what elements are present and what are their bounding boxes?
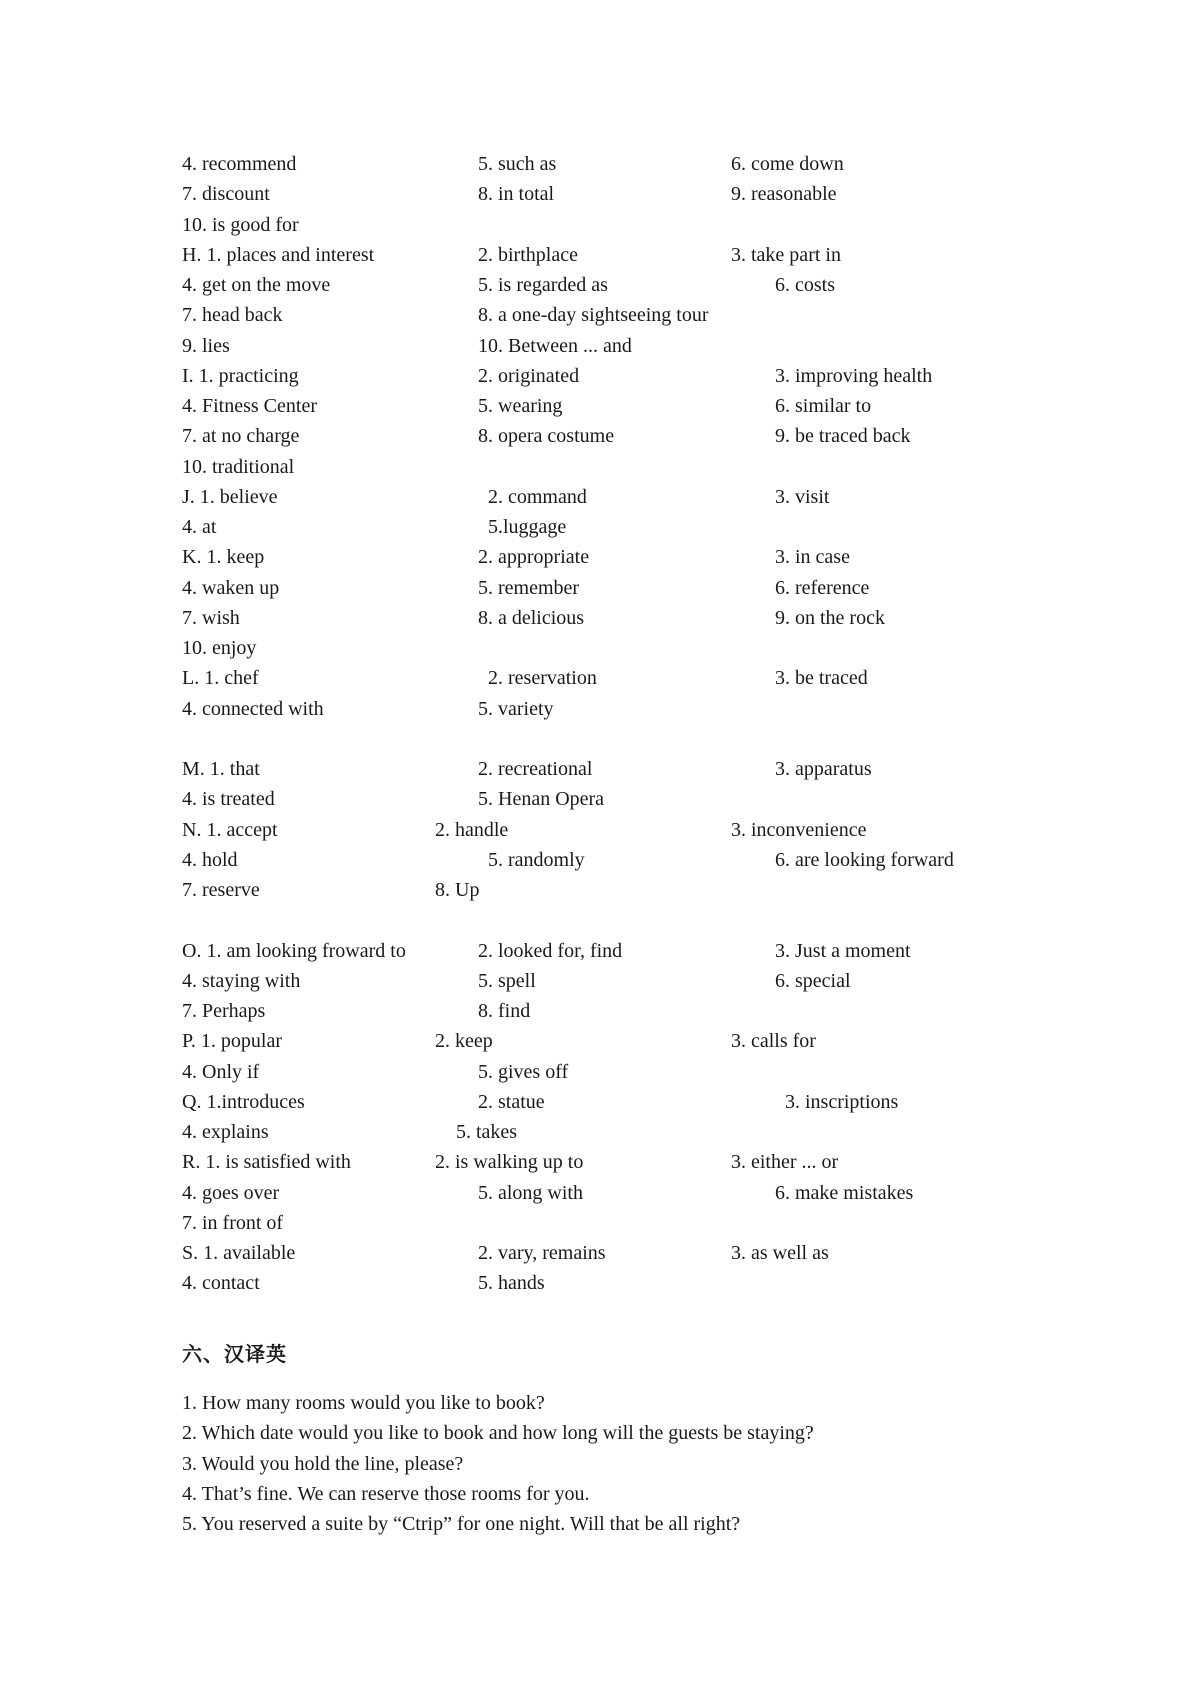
answer-item: 4. waken up [182,577,280,599]
answer-item: 10. traditional [182,456,295,478]
answer-item: 5. variety [478,698,554,720]
answer-item: 7. wish [182,607,240,629]
answer-item: 4. recommend [182,153,297,175]
answer-item: 7. reserve [182,879,260,901]
answer-item: 5. spell [478,970,536,992]
answer-item: 3. improving health [775,365,933,387]
answer-item: 6. come down [731,153,844,175]
answer-item: 3. as well as [731,1242,829,1264]
answer-item: 3. either ... or [731,1151,839,1173]
answer-item: 4. connected with [182,698,324,720]
answer-item: 7. Perhaps [182,1000,266,1022]
answer-item: H. 1. places and interest [182,244,375,266]
answer-item: 4. at [182,516,217,538]
answer-item: S. 1. available [182,1242,296,1264]
answer-item: 3. calls for [731,1030,816,1052]
answer-item: 2. recreational [478,758,593,780]
answer-item: 2. command [488,486,587,508]
answer-item: 4. is treated [182,788,275,810]
answer-item: 3. Just a moment [775,940,911,962]
answer-item: 4. hold [182,849,238,871]
answer-item: 3. inconvenience [731,819,867,841]
answer-item: 2. handle [435,819,509,841]
answer-item: 5. hands [478,1272,545,1294]
answer-item: 8. a one-day sightseeing tour [478,304,709,326]
answer-item: 7. head back [182,304,283,326]
answer-item: 2. reservation [488,667,597,689]
answer-item: 10. enjoy [182,637,257,659]
answer-item: 5. gives off [478,1061,569,1083]
answer-item: 5. randomly [488,849,585,871]
answer-item: 5. Henan Opera [478,788,605,810]
answer-item: 2. appropriate [478,546,590,568]
answer-item: 9. lies [182,335,230,357]
answer-item: 2. vary, remains [478,1242,606,1264]
answer-item: 4. goes over [182,1182,280,1204]
answer-item: 6. special [775,970,851,992]
answer-item: 6. similar to [775,395,872,417]
answer-item: 4. contact [182,1272,260,1294]
answer-item: K. 1. keep [182,546,265,568]
translation-line: 3. Would you hold the line, please? [182,1453,464,1475]
answer-item: Q. 1.introduces [182,1091,305,1113]
answer-item: 2. keep [435,1030,493,1052]
answer-item: 3. be traced [775,667,868,689]
answer-item: 8. Up [435,879,480,901]
answer-item: 2. is walking up to [435,1151,584,1173]
answer-item: 9. reasonable [731,183,837,205]
answer-item: 9. on the rock [775,607,885,629]
translation-line: 5. You reserved a suite by “Ctrip” for one night. Will that be all right? [182,1513,741,1535]
answer-item: R. 1. is satisfied with [182,1151,351,1173]
answer-item: 7. at no charge [182,425,300,447]
answer-item: 9. be traced back [775,425,911,447]
answer-item: 8. find [478,1000,531,1022]
answer-item: 6. are looking forward [775,849,954,871]
answer-item: 5. is regarded as [478,274,608,296]
answer-item: 6. costs [775,274,835,296]
answer-item: 3. take part in [731,244,841,266]
answer-item: 4. get on the move [182,274,331,296]
answer-item: 2. statue [478,1091,545,1113]
answer-item: 2. looked for, find [478,940,623,962]
answer-item: 8. in total [478,183,555,205]
answer-item: 5. takes [456,1121,518,1143]
answer-item: 3. apparatus [775,758,872,780]
answer-item: 2. birthplace [478,244,578,266]
answer-item: 10. Between ... and [478,335,632,357]
answer-item: 6. make mistakes [775,1182,914,1204]
answer-item: 4. Fitness Center [182,395,317,417]
answer-item: 2. originated [478,365,580,387]
answer-item: 3. inscriptions [785,1091,899,1113]
answer-item: 8. a delicious [478,607,585,629]
answer-item: 4. Only if [182,1061,260,1083]
answer-item: 5. such as [478,153,557,175]
answer-item: L. 1. chef [182,667,259,689]
answer-item: 3. in case [775,546,850,568]
answer-item: 4. staying with [182,970,301,992]
answer-item: 5. remember [478,577,580,599]
answer-item: 4. explains [182,1121,269,1143]
answer-item: 6. reference [775,577,870,599]
answer-item: 7. discount [182,183,270,205]
answer-item: 8. opera costume [478,425,615,447]
answer-item: 5. along with [478,1182,583,1204]
answer-item: I. 1. practicing [182,365,299,387]
answer-item: 7. in front of [182,1212,284,1234]
answer-item: M. 1. that [182,758,260,780]
answer-item: J. 1. believe [182,486,278,508]
answer-item: 5. wearing [478,395,563,417]
answer-item: 5.luggage [488,516,567,538]
translation-line: 4. That’s fine. We can reserve those rooms for you. [182,1483,590,1505]
answer-item: P. 1. popular [182,1030,282,1052]
translation-line: 1. How many rooms would you like to book? [182,1392,545,1414]
answer-item: 10. is good for [182,214,299,236]
answer-item: O. 1. am looking froward to [182,940,406,962]
section-heading: 六、汉译英 [182,1342,287,1366]
answer-item: 3. visit [775,486,830,508]
answer-item: N. 1. accept [182,819,278,841]
translation-line: 2. Which date would you like to book and how long will the guests be staying? [182,1422,814,1444]
